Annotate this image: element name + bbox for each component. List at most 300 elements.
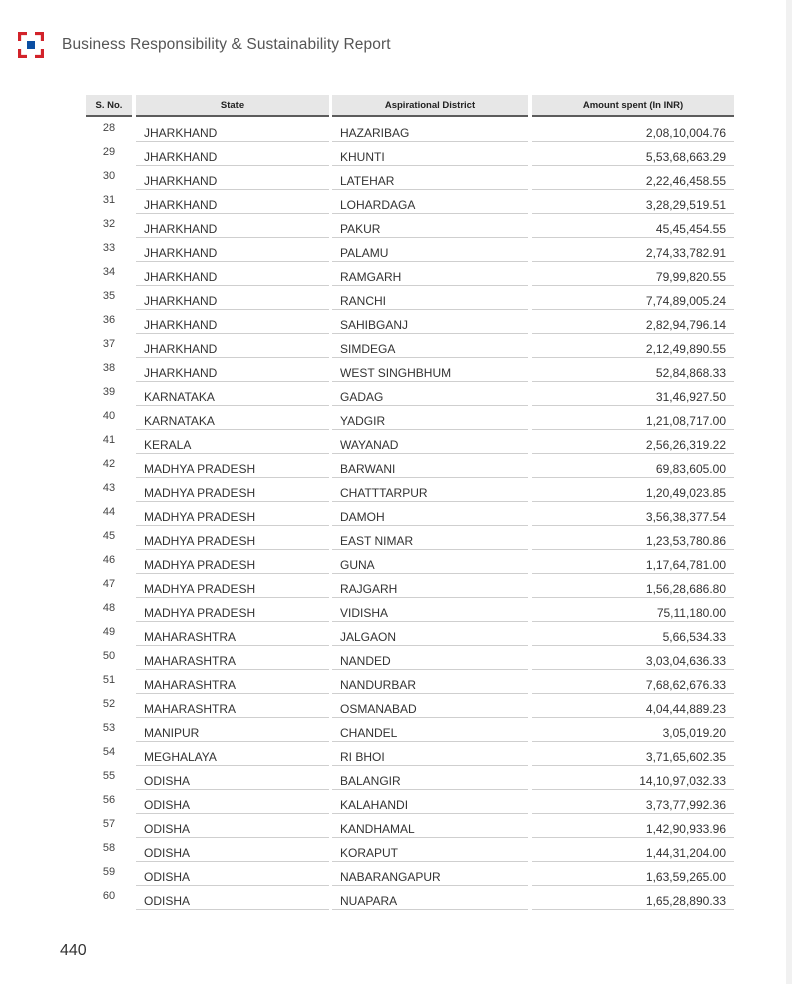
cell-amount-text: 1,63,59,265.00 <box>645 870 726 884</box>
cell-amount <box>532 166 734 190</box>
cell-sno <box>86 694 132 717</box>
cell-district <box>332 598 528 622</box>
table-row <box>86 766 734 790</box>
cell-sno <box>86 406 132 429</box>
cell-sno-text: 52 <box>102 698 116 710</box>
cell-sno-text: 33 <box>102 242 116 254</box>
cell-amount-text: 1,20,49,023.85 <box>645 486 726 500</box>
cell-amount <box>532 502 734 526</box>
cell-state-text: JHARKHAND <box>144 318 218 332</box>
cell-sno-text: 32 <box>102 218 116 230</box>
cell-sno <box>86 478 132 501</box>
table-row <box>86 430 734 454</box>
cell-state <box>136 382 329 406</box>
table-row <box>86 166 734 190</box>
cell-sno <box>86 838 132 861</box>
cell-state-text: JHARKHAND <box>144 222 218 236</box>
cell-district-text: NANDURBAR <box>340 678 417 692</box>
cell-amount-text: 31,46,927.50 <box>655 390 726 404</box>
cell-sno <box>86 598 132 621</box>
table-header <box>86 95 734 118</box>
cell-district <box>332 814 528 838</box>
table-row <box>86 382 734 406</box>
cell-district-text: KALAHANDI <box>340 798 409 812</box>
cell-state <box>136 190 329 214</box>
cell-district-text: JALGAON <box>340 630 397 644</box>
cell-district <box>332 886 528 910</box>
cell-district-text: HAZARIBAG <box>340 126 410 140</box>
table-row <box>86 718 734 742</box>
cell-sno-text: 37 <box>102 338 116 350</box>
cell-state <box>136 838 329 862</box>
cell-state-text: MADHYA PRADESH <box>144 606 256 620</box>
cell-sno-text: 36 <box>102 314 116 326</box>
cell-state <box>136 574 329 598</box>
table-row <box>86 574 734 598</box>
cell-district <box>332 526 528 550</box>
cell-sno <box>86 262 132 285</box>
cell-amount <box>532 430 734 454</box>
cell-district-text: RAMGARH <box>340 270 402 284</box>
table-row <box>86 406 734 430</box>
cell-state-text: JHARKHAND <box>144 126 218 140</box>
cell-amount-text: 2,56,26,319.22 <box>645 438 726 452</box>
cell-amount-text: 3,05,019.20 <box>662 726 726 740</box>
cell-state-text: ODISHA <box>144 822 191 836</box>
cell-state <box>136 430 329 454</box>
cell-amount-text: 3,03,04,636.33 <box>645 654 726 668</box>
page-edge <box>786 0 792 984</box>
cell-sno <box>86 454 132 477</box>
cell-amount <box>532 550 734 574</box>
cell-state <box>136 334 329 358</box>
cell-state-text: MAHARASHTRA <box>144 702 237 716</box>
cell-district <box>332 454 528 478</box>
cell-state-text: ODISHA <box>144 846 191 860</box>
cell-district-text: WEST SINGHBHUM <box>340 366 452 380</box>
cell-sno <box>86 670 132 693</box>
cell-state-text: MANIPUR <box>144 726 200 740</box>
cell-sno-text: 30 <box>102 170 116 182</box>
cell-amount-text: 1,65,28,890.33 <box>645 894 726 908</box>
cell-amount <box>532 694 734 718</box>
cell-district <box>332 358 528 382</box>
cell-amount <box>532 670 734 694</box>
cell-state <box>136 166 329 190</box>
cell-sno-text: 46 <box>102 554 116 566</box>
cell-amount-text: 2,82,94,796.14 <box>645 318 726 332</box>
cell-amount <box>532 646 734 670</box>
cell-district-text: KHUNTI <box>340 150 385 164</box>
cell-state <box>136 694 329 718</box>
cell-amount <box>532 526 734 550</box>
cell-amount <box>532 286 734 310</box>
page-number: 440 <box>60 942 87 959</box>
cell-state <box>136 550 329 574</box>
cell-amount <box>532 238 734 262</box>
cell-sno <box>86 622 132 645</box>
cell-amount-text: 3,71,65,602.35 <box>645 750 726 764</box>
cell-sno-text: 60 <box>102 890 116 902</box>
cell-district-text: PAKUR <box>340 222 381 236</box>
column-header-district: Aspirational District <box>332 95 528 117</box>
report-header <box>18 31 391 59</box>
cell-sno-text: 35 <box>102 290 116 302</box>
cell-amount <box>532 310 734 334</box>
table-row <box>86 862 734 886</box>
cell-district <box>332 190 528 214</box>
cell-amount <box>532 190 734 214</box>
cell-state <box>136 502 329 526</box>
cell-amount <box>532 262 734 286</box>
cell-district <box>332 718 528 742</box>
cell-amount <box>532 334 734 358</box>
table-row <box>86 790 734 814</box>
cell-sno-text: 44 <box>102 506 116 518</box>
table-row <box>86 334 734 358</box>
cell-district-text: BALANGIR <box>340 774 401 788</box>
cell-amount-text: 5,53,68,663.29 <box>645 150 726 164</box>
cell-state-text: JHARKHAND <box>144 246 218 260</box>
cell-state-text: KARNATAKA <box>144 390 215 404</box>
cell-state-text: JHARKHAND <box>144 366 218 380</box>
table-row <box>86 262 734 286</box>
cell-district <box>332 670 528 694</box>
cell-district <box>332 118 528 142</box>
column-header-sno: S. No. <box>86 95 132 117</box>
cell-state <box>136 862 329 886</box>
cell-district <box>332 646 528 670</box>
cell-amount-text: 4,04,44,889.23 <box>645 702 726 716</box>
table-row <box>86 502 734 526</box>
table-row <box>86 886 734 910</box>
cell-state-text: MAHARASHTRA <box>144 654 237 668</box>
cell-sno-text: 29 <box>102 146 116 158</box>
cell-sno <box>86 790 132 813</box>
cell-amount-text: 1,21,08,717.00 <box>645 414 726 428</box>
cell-amount <box>532 886 734 910</box>
cell-state <box>136 814 329 838</box>
cell-sno <box>86 526 132 549</box>
cell-sno-text: 34 <box>102 266 116 278</box>
cell-district <box>332 166 528 190</box>
cell-state <box>136 790 329 814</box>
report-title: Business Responsibility & Sustainability Report <box>62 36 391 53</box>
cell-district <box>332 574 528 598</box>
table-row <box>86 286 734 310</box>
cell-sno <box>86 742 132 765</box>
cell-district-text: CHATTTARPUR <box>340 486 428 500</box>
table-body <box>86 118 734 910</box>
cell-amount-text: 2,74,33,782.91 <box>645 246 726 260</box>
cell-district-text: DAMOH <box>340 510 385 524</box>
cell-amount <box>532 790 734 814</box>
cell-amount <box>532 598 734 622</box>
table-row <box>86 478 734 502</box>
cell-amount-text: 1,42,90,933.96 <box>645 822 726 836</box>
cell-district <box>332 262 528 286</box>
cell-state-text: MADHYA PRADESH <box>144 486 256 500</box>
cell-district-text: RAJGARH <box>340 582 398 596</box>
table-row <box>86 838 734 862</box>
cell-state-text: ODISHA <box>144 870 191 884</box>
cell-amount-text: 79,99,820.55 <box>655 270 726 284</box>
cell-sno <box>86 190 132 213</box>
cell-amount-text: 2,22,46,458.55 <box>645 174 726 188</box>
cell-amount <box>532 478 734 502</box>
table-row <box>86 550 734 574</box>
cell-district <box>332 622 528 646</box>
table-row <box>86 646 734 670</box>
cell-state-text: MAHARASHTRA <box>144 678 237 692</box>
bank-logo-icon <box>18 32 44 58</box>
cell-district <box>332 310 528 334</box>
cell-state <box>136 598 329 622</box>
cell-state <box>136 886 329 910</box>
cell-state-text: MEGHALAYA <box>144 750 217 764</box>
cell-state <box>136 478 329 502</box>
cell-sno <box>86 310 132 333</box>
cell-amount-text: 1,17,64,781.00 <box>645 558 726 572</box>
cell-amount-text: 75,11,180.00 <box>656 606 726 620</box>
cell-amount <box>532 622 734 646</box>
table-row <box>86 310 734 334</box>
cell-amount-text: 1,56,28,686.80 <box>645 582 726 596</box>
table-row <box>86 238 734 262</box>
cell-state <box>136 262 329 286</box>
cell-state <box>136 286 329 310</box>
cell-state <box>136 526 329 550</box>
cell-sno <box>86 238 132 261</box>
cell-state <box>136 406 329 430</box>
cell-district-text: VIDISHA <box>340 606 389 620</box>
cell-amount <box>532 718 734 742</box>
cell-amount-text: 2,08,10,004.76 <box>645 126 726 140</box>
cell-amount <box>532 406 734 430</box>
cell-amount <box>532 382 734 406</box>
cell-district <box>332 694 528 718</box>
cell-district <box>332 286 528 310</box>
table-row <box>86 190 734 214</box>
cell-district <box>332 382 528 406</box>
cell-sno-text: 55 <box>102 770 116 782</box>
cell-district <box>332 334 528 358</box>
cell-district-text: NUAPARA <box>340 894 398 908</box>
cell-state-text: MADHYA PRADESH <box>144 534 256 548</box>
cell-district <box>332 502 528 526</box>
cell-sno <box>86 646 132 669</box>
cell-district <box>332 238 528 262</box>
cell-state-text: ODISHA <box>144 798 191 812</box>
cell-district <box>332 478 528 502</box>
cell-district-text: GUNA <box>340 558 375 572</box>
column-header-state: State <box>136 95 329 117</box>
cell-sno-text: 28 <box>102 122 116 134</box>
cell-state-text: MADHYA PRADESH <box>144 582 256 596</box>
cell-amount-text: 7,68,62,676.33 <box>645 678 726 692</box>
cell-state <box>136 358 329 382</box>
cell-district-text: RI BHOI <box>340 750 385 764</box>
table-row <box>86 526 734 550</box>
cell-amount <box>532 118 734 142</box>
cell-district-text: EAST NIMAR <box>340 534 414 548</box>
cell-state-text: KARNATAKA <box>144 414 215 428</box>
cell-district-text: YADGIR <box>340 414 386 428</box>
cell-amount-text: 1,44,31,204.00 <box>645 846 726 860</box>
cell-sno <box>86 766 132 789</box>
table-row <box>86 358 734 382</box>
cell-amount-text: 2,12,49,890.55 <box>645 342 726 356</box>
cell-amount <box>532 574 734 598</box>
cell-state-text: JHARKHAND <box>144 150 218 164</box>
cell-sno-text: 58 <box>102 842 116 854</box>
cell-sno <box>86 430 132 453</box>
cell-sno-text: 40 <box>102 410 116 422</box>
cell-district <box>332 862 528 886</box>
cell-amount <box>532 838 734 862</box>
cell-district-text: LATEHAR <box>340 174 395 188</box>
cell-state <box>136 238 329 262</box>
cell-sno-text: 39 <box>102 386 116 398</box>
table-row <box>86 622 734 646</box>
cell-amount <box>532 454 734 478</box>
cell-district <box>332 766 528 790</box>
cell-state <box>136 742 329 766</box>
cell-sno-text: 51 <box>102 674 116 686</box>
cell-state-text: MADHYA PRADESH <box>144 462 256 476</box>
cell-state-text: MADHYA PRADESH <box>144 558 256 572</box>
cell-district-text: GADAG <box>340 390 384 404</box>
cell-state-text: ODISHA <box>144 894 191 908</box>
cell-district-text: NABARANGAPUR <box>340 870 441 884</box>
cell-sno-text: 49 <box>102 626 116 638</box>
cell-sno <box>86 382 132 405</box>
table-row <box>86 214 734 238</box>
cell-state <box>136 646 329 670</box>
cell-amount-text: 45,45,454.55 <box>655 222 726 236</box>
cell-sno-text: 43 <box>102 482 116 494</box>
cell-state <box>136 454 329 478</box>
table-row <box>86 694 734 718</box>
cell-sno-text: 42 <box>102 458 116 470</box>
cell-sno-text: 57 <box>102 818 116 830</box>
column-header-amount: Amount spent (In INR) <box>532 95 734 117</box>
cell-district-text: KANDHAMAL <box>340 822 415 836</box>
cell-state-text: ODISHA <box>144 774 191 788</box>
cell-state <box>136 766 329 790</box>
cell-district-text: OSMANABAD <box>340 702 417 716</box>
cell-sno <box>86 358 132 381</box>
cell-amount-text: 3,56,38,377.54 <box>645 510 726 524</box>
cell-amount-text: 14,10,97,032.33 <box>639 774 726 788</box>
cell-amount <box>532 142 734 166</box>
cell-district-text: BARWANI <box>340 462 396 476</box>
cell-state <box>136 118 329 142</box>
cell-district-text: KORAPUT <box>340 846 399 860</box>
cell-amount-text: 69,83,605.00 <box>655 462 726 476</box>
cell-sno <box>86 574 132 597</box>
table-row <box>86 454 734 478</box>
cell-sno <box>86 118 132 141</box>
cell-sno <box>86 214 132 237</box>
cell-district <box>332 406 528 430</box>
table-row <box>86 598 734 622</box>
cell-sno <box>86 718 132 741</box>
cell-district <box>332 790 528 814</box>
cell-sno-text: 41 <box>102 434 116 446</box>
cell-sno <box>86 142 132 165</box>
cell-state-text: JHARKHAND <box>144 270 218 284</box>
table-row <box>86 670 734 694</box>
cell-district-text: LOHARDAGA <box>340 198 416 212</box>
cell-district-text: NANDED <box>340 654 391 668</box>
cell-amount <box>532 814 734 838</box>
cell-state <box>136 142 329 166</box>
cell-amount-text: 52,84,868.33 <box>655 366 726 380</box>
cell-sno <box>86 502 132 525</box>
cell-district-text: SIMDEGA <box>340 342 396 356</box>
cell-state-text: JHARKHAND <box>144 342 218 356</box>
table-row <box>86 742 734 766</box>
cell-sno <box>86 814 132 837</box>
cell-district <box>332 550 528 574</box>
cell-state-text: JHARKHAND <box>144 174 218 188</box>
cell-amount <box>532 766 734 790</box>
cell-amount-text: 7,74,89,005.24 <box>645 294 726 308</box>
cell-district-text: WAYANAD <box>340 438 399 452</box>
cell-amount <box>532 358 734 382</box>
cell-state <box>136 310 329 334</box>
cell-amount <box>532 214 734 238</box>
cell-amount-text: 1,23,53,780.86 <box>645 534 726 548</box>
cell-district <box>332 142 528 166</box>
cell-sno <box>86 550 132 573</box>
cell-sno <box>86 862 132 885</box>
cell-state-text: JHARKHAND <box>144 294 218 308</box>
cell-state <box>136 718 329 742</box>
cell-sno-text: 47 <box>102 578 116 590</box>
cell-sno-text: 54 <box>102 746 116 758</box>
cell-amount <box>532 742 734 766</box>
table-row <box>86 814 734 838</box>
cell-sno-text: 56 <box>102 794 116 806</box>
cell-sno <box>86 334 132 357</box>
cell-state-text: MADHYA PRADESH <box>144 510 256 524</box>
cell-sno-text: 53 <box>102 722 116 734</box>
cell-sno-text: 50 <box>102 650 116 662</box>
cell-district <box>332 742 528 766</box>
cell-sno <box>86 286 132 309</box>
cell-state <box>136 670 329 694</box>
cell-district-text: PALAMU <box>340 246 389 260</box>
cell-state-text: KERALA <box>144 438 192 452</box>
cell-sno-text: 45 <box>102 530 116 542</box>
table-row <box>86 118 734 142</box>
cell-state-text: MAHARASHTRA <box>144 630 237 644</box>
cell-district-text: RANCHI <box>340 294 387 308</box>
cell-amount <box>532 862 734 886</box>
cell-state-text: JHARKHAND <box>144 198 218 212</box>
cell-district <box>332 214 528 238</box>
cell-district <box>332 430 528 454</box>
cell-state <box>136 622 329 646</box>
cell-district-text: CHANDEL <box>340 726 398 740</box>
cell-state <box>136 214 329 238</box>
cell-district <box>332 838 528 862</box>
cell-sno-text: 59 <box>102 866 116 878</box>
cell-amount-text: 3,73,77,992.36 <box>645 798 726 812</box>
cell-sno <box>86 886 132 909</box>
